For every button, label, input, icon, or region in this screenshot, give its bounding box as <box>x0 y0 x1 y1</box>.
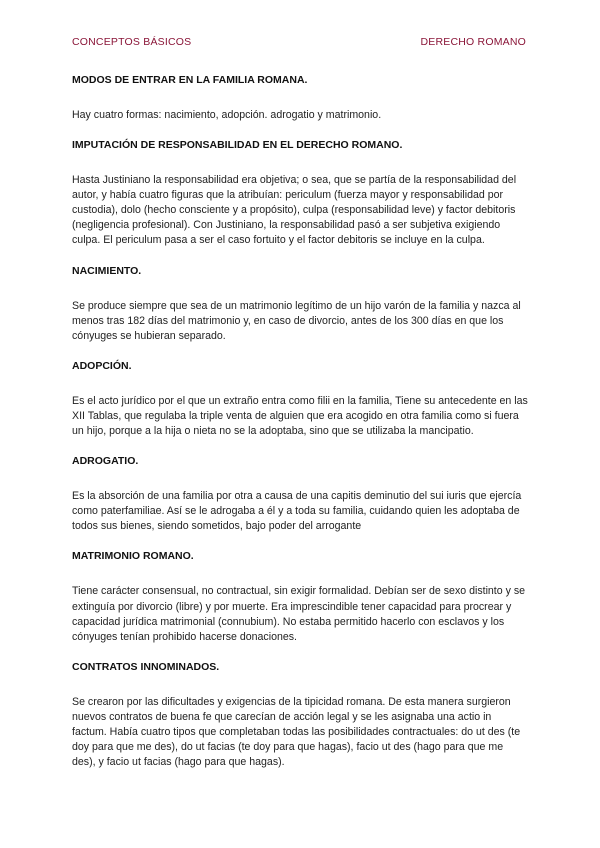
section <box>72 455 528 534</box>
section <box>72 74 528 123</box>
header-left: CONCEPTOS BÁSICOS <box>72 36 192 48</box>
section <box>72 550 528 644</box>
section-title: CONTRATOS INNOMINADOS. <box>72 660 220 673</box>
section <box>72 139 528 248</box>
section-text: Es el acto jurídico por el que un extraño entra como filii en la familia, Tiene su antecedente en las XII Tablas, que regulaba la triple venta de alguien que era acogido en otra familia como si fuera un hijo, porque a la hija o nieta no se la adoptaba, sino que se utilizaba la mancipatio. <box>72 394 528 438</box>
section-title: IMPUTACIÓN DE RESPONSABILIDAD EN EL DERECHO ROMANO. <box>72 139 403 152</box>
section-text: Se crearon por las dificultades y exigencias de la tipicidad romana. De esta manera surgieron nuevos contratos de buena fe que carecían de acción legal y se les asignaba una actio in factum. Había cuatro tipos que completaban todas las posibilidades contractuales: do ut des (te doy para que me des), do ut facias (te doy para que hagas), facio ut des (hago para que me des), y facio ut facias (hago para que hagas). <box>72 695 521 769</box>
section-text: Es la absorción de una familia por otra a causa de una capitis deminutio del sui iuris que ejercía como paterfamiliae. Así se le adrogaba a él y a toda su familia, cuidando quien les adoptaba de todos sus bienes, siendo sometidos, bajo poder del arrogante <box>72 490 522 533</box>
header-right: DERECHO ROMANO <box>420 36 526 48</box>
section-title: ADROGATIO. <box>72 455 139 468</box>
section-title: MODOS DE ENTRAR EN LA FAMILIA ROMANA. <box>72 74 308 86</box>
section <box>72 360 528 439</box>
section-text: Se produce siempre que sea de un matrimonio legítimo de un hijo varón de la familia y nazca al menos tras 182 días del matrimonio y, en caso de divorcio, antes de los 300 días en que los cónyuges se hubieran separado. <box>72 299 521 342</box>
section <box>72 661 528 770</box>
section <box>72 265 528 344</box>
section-title: ADOPCIÓN. <box>72 359 132 372</box>
section-title: NACIMIENTO. <box>72 264 142 277</box>
section-text: Hasta Justiniano la responsabilidad era objetiva; o sea, que se partía de la responsabilidad del autor, y había cuatro figuras que la atribuían: periculum (fuerza mayor y responsabilidad por custodia), dolo (hecho consciente y a propósito), culpa (responsabilidad leve) y factor debitoris (negligencia profesional). Con Justiniano, la responsabilidad pasó a ser subjetiva exigiendo culpa. El periculum pasa a ser el caso fortuito y el factor debitoris se incluye en la culpa. <box>72 174 517 247</box>
page-header <box>72 36 526 48</box>
section-text: Tiene carácter consensual, no contractual, sin exigir formalidad. Debían ser de sexo distinto y se extinguía por divorcio (libre) y por muerte. Era imprescindible tener capacidad para procrear y capacidad jurídica matrimonial (connubium). No estaba permitido hacerlo con esclavos y los cónyuges tenían prohibido hacerse donaciones. <box>72 585 526 643</box>
document-body <box>72 74 528 786</box>
section-text: Hay cuatro formas: nacimiento, adopción. adrogatio y matrimonio. <box>72 109 382 121</box>
section-title: MATRIMONIO ROMANO. <box>72 550 194 563</box>
